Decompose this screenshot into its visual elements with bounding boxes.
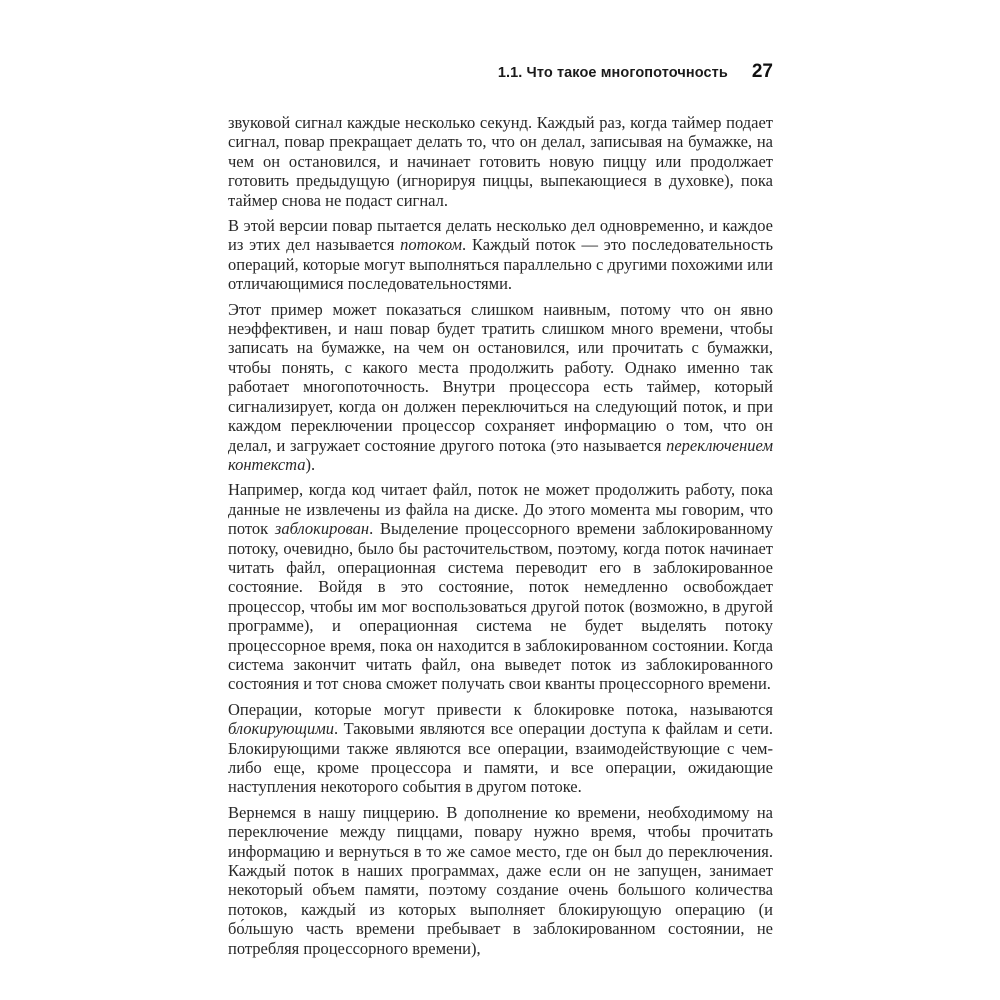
paragraph [228, 700, 773, 797]
text-run: ). [305, 454, 316, 474]
paragraph [228, 300, 773, 475]
text-run: Операции, которые могут привести к блокировке потока, называются [228, 699, 773, 719]
text-run: Например, когда код читает файл, поток не может продолжить работу, пока данные не извлечены из файла на диске. До этого момента мы говорим, что поток [228, 480, 773, 539]
paragraph [228, 216, 773, 294]
text-run: звуковой сигнал каждые несколько секунд. Каждый раз, когда таймер подает сигнал, повар прекращает делать то, что он делал, записывая на бумажке, на чем он остановился, и начинает готовить новую пиццу или продолжает готовить предыдущую (игнорируя пиццы, выпекающиеся в духовке), пока таймер снова не подаст сигнал. [228, 113, 773, 210]
text-run: Вернемся в нашу пиццерию. В дополнение ко времени, необходимому на переключение между пиццами, повару нужно время, чтобы прочитать информацию и вернуться в то же самое место, где он был до переключения. Каждый поток в наших программах, даже если он не запущен, занимает некоторый объем памяти, поэтому создание очень большого количества потоков, каждый из которых выполняет блокирующую операцию (и бо́льшую часть времени пребывает в заблокированном состоянии, не потребляя процессорного времени), [228, 802, 773, 958]
paragraph [228, 803, 773, 958]
section-title: 1.1. Что такое многопоточность [497, 65, 728, 81]
text-run: . Выделение процессорного времени заблокированному потоку, очевидно, было бы расточительством, поэтому, когда поток начинает читать файл, операционная система переводит его в заблокированное состояние. Войдя в это состояние, поток немедленно освобождает процессор, чтобы им мог воспользоваться другой поток (возможно, в другой программе), и операционная система не будет выделять потоку процессорное время, пока он находится в заблокированном состоянии. Когда система закончит читать файл, она выведет поток из заблокированного состояния и тот снова сможет получать свои кванты процессорного времени. [228, 519, 774, 694]
italic-term: заблокирован [274, 519, 370, 539]
page-content [228, 113, 773, 964]
text-run: Этот пример может показаться слишком наивным, потому что он явно неэффективен, и наш повар будет тратить слишком много времени, чтобы записать на бумажке, на чем он остановился, или прочитать с бумажки, чтобы понять, с какого места продолжить работу. Однако именно так работает многопоточность. Внутри процессора есть таймер, который сигнализирует, когда он должен переключиться на следующий поток, и при каждом переключении процессор сохраняет информацию о том, что он делал, и загружает состояние другого потока (это называется [228, 299, 773, 455]
paragraph [228, 113, 773, 210]
running-header [228, 61, 773, 83]
italic-term: блокирующими [228, 719, 334, 739]
text-run: . Таковыми являются все операции доступа к файлам и сети. Блокирующими также являются все операции, взаимодействующие с чем-либо еще, кроме процессора и памяти, и все операции, ожидающие наступления некоторого события в другом потоке. [228, 719, 773, 797]
text-run: . Каждый поток — это последовательность операций, которые могут выполняться параллельно с другими похожими или отличающимися последовательностями. [228, 235, 773, 294]
italic-term: переключением контекста [228, 435, 773, 474]
paragraph [228, 480, 773, 693]
italic-term: потоком [400, 235, 463, 255]
page-number: 27 [751, 61, 773, 82]
text-run: В этой версии повар пытается делать несколько дел одновременно, и каждое из этих дел называется [228, 216, 773, 255]
